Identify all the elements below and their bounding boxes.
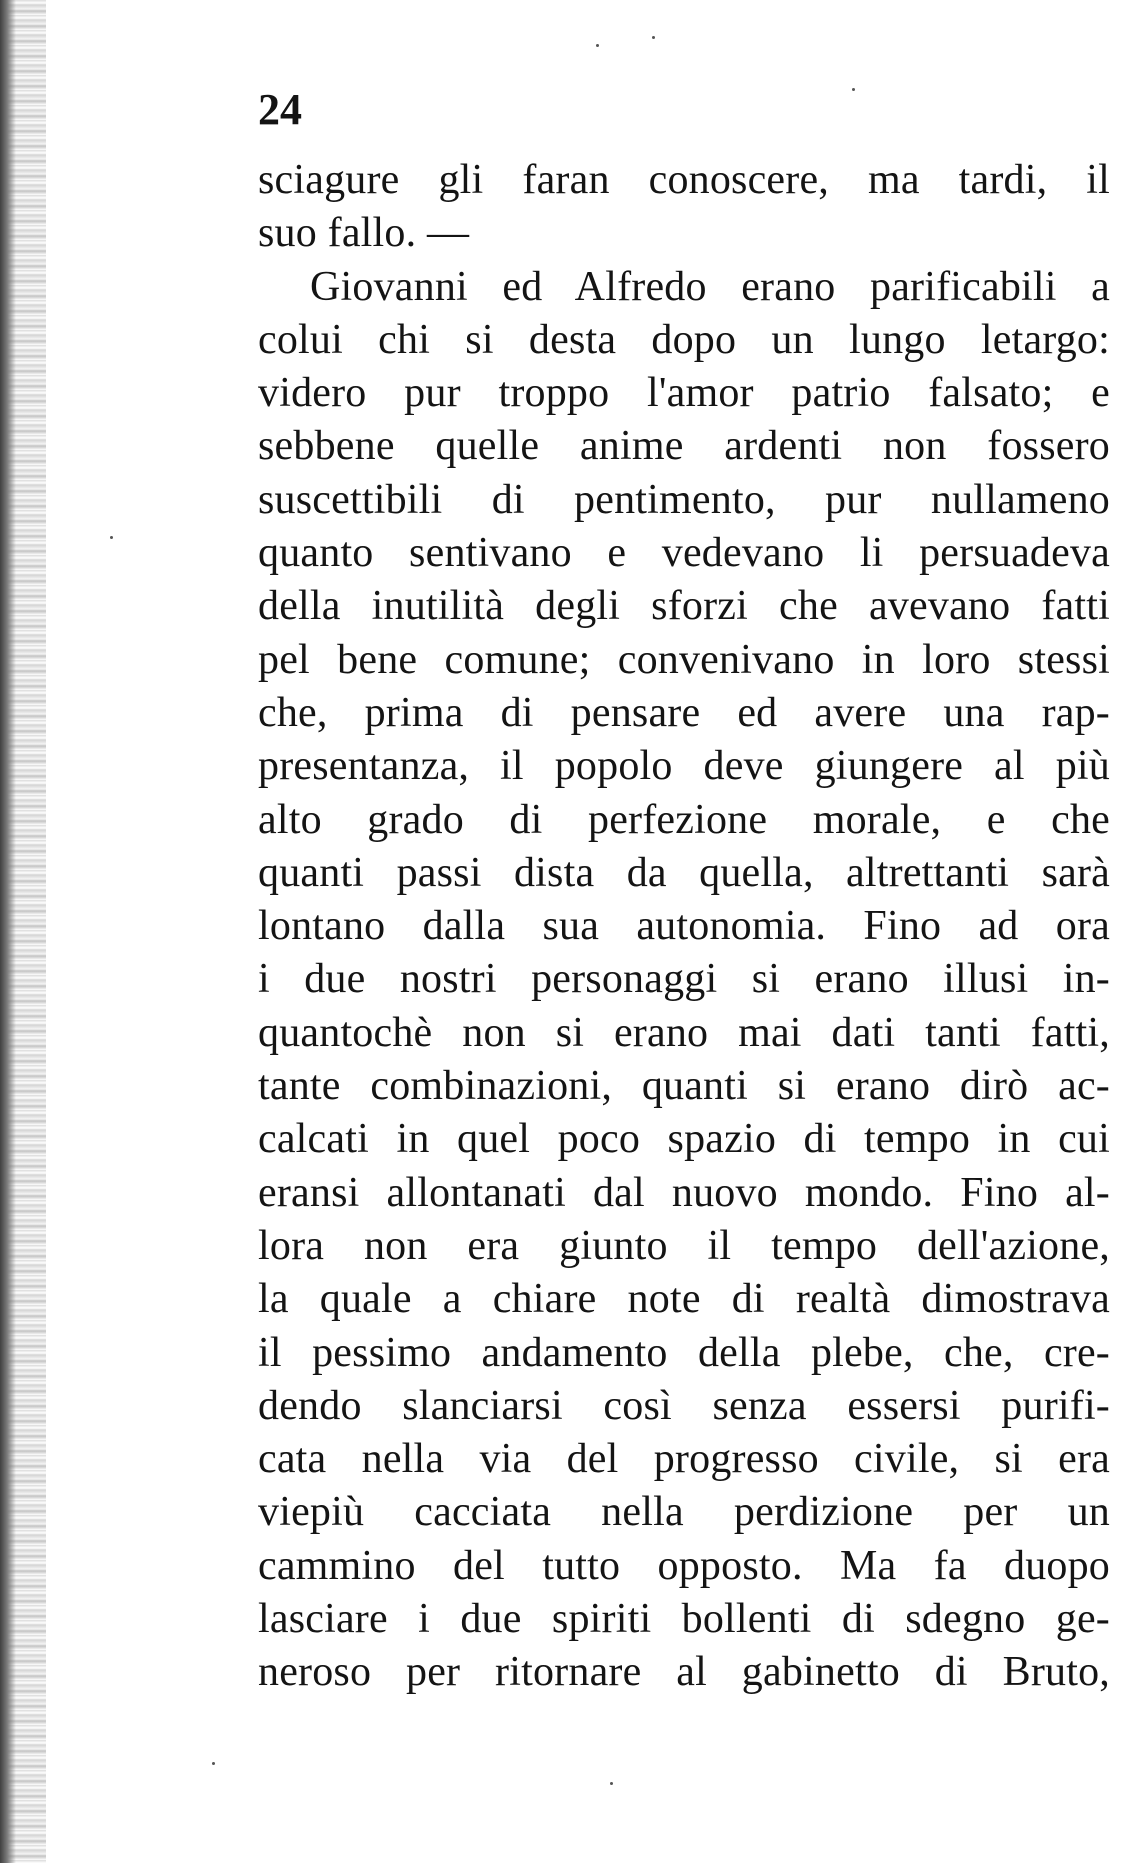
text-line: i due nostri personaggi si erano illusi in- (258, 956, 1110, 1003)
text-line: pel bene comune; convenivano in loro stessi (258, 636, 1110, 683)
page-number: 24 (258, 85, 302, 134)
text-line: sciagure gli faran conoscere, ma tardi, il (258, 157, 1110, 203)
page-gutter-shadow (0, 0, 46, 1863)
print-speck (610, 1782, 613, 1785)
print-speck (212, 1762, 215, 1765)
text-line: quantochè non si erano mai dati tanti fatti, (258, 1009, 1110, 1056)
text-line: il pessimo andamento della plebe, che, cre- (258, 1329, 1110, 1376)
text-line: della inutilità degli sforzi che avevano fatti (258, 583, 1110, 630)
text-line: che, prima di pensare ed avere una rap- (258, 689, 1110, 736)
text-line: dendo slanciarsi così senza essersi purifi- (258, 1382, 1110, 1429)
text-line: eransi allontanati dal nuovo mondo. Fino al- (258, 1169, 1110, 1216)
text-line: viepiù cacciata nella perdizione per un (258, 1489, 1110, 1536)
text-line: neroso per ritornare al gabinetto di Bruto, (258, 1649, 1110, 1696)
text-line: suo fallo. — (258, 210, 470, 257)
text-line: cata nella via del progresso civile, si era (258, 1436, 1110, 1483)
body-text (258, 154, 1110, 1700)
text-line: cammino del tutto opposto. Ma fa duopo (258, 1542, 1110, 1589)
print-speck (652, 36, 655, 39)
text-line: lasciare i due spiriti bollenti di sdegno ge- (258, 1596, 1110, 1643)
print-speck (596, 44, 599, 47)
text-line: quanto sentivano e vedevano li persuadeva (258, 530, 1110, 577)
text-line: alto grado di perfezione morale, e che (258, 796, 1110, 843)
text-line: tante combinazioni, quanti si erano dirò ac- (258, 1063, 1110, 1110)
text-line: presentanza, il popolo deve giungere al più (258, 743, 1110, 790)
text-line: lontano dalla sua autonomia. Fino ad ora (258, 903, 1110, 950)
text-line: colui chi si desta dopo un lungo letargo: (258, 316, 1110, 363)
text-line: suscettibili di pentimento, pur nullameno (258, 476, 1110, 523)
print-speck (852, 88, 855, 91)
text-line: quanti passi dista da quella, altrettanti sarà (258, 849, 1110, 896)
text-line: videro pur troppo l'amor patrio falsato; e (258, 370, 1110, 417)
text-line: sebbene quelle anime ardenti non fossero (258, 423, 1110, 470)
text-line: calcati in quel poco spazio di tempo in cui (258, 1116, 1110, 1163)
text-line: la quale a chiare note di realtà dimostrava (258, 1276, 1110, 1323)
paragraph-first-line: Giovanni ed Alfredo erano parificabili a (310, 263, 1110, 310)
text-line: lora non era giunto il tempo dell'azione, (258, 1222, 1110, 1269)
print-speck (110, 536, 113, 539)
